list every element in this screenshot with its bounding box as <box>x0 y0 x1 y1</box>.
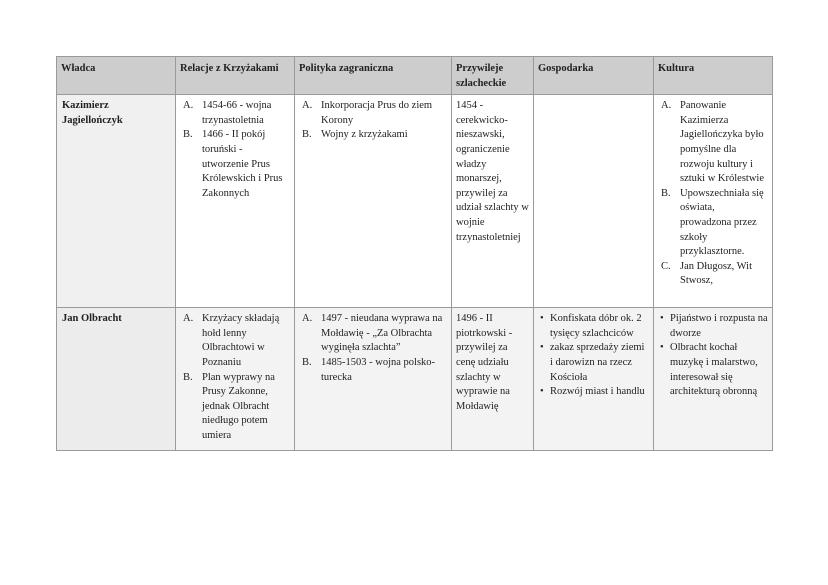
table-row <box>57 308 773 451</box>
kultura-cell <box>654 308 773 451</box>
relacje-cell <box>176 308 295 451</box>
polityka-cell <box>295 308 452 451</box>
list-item: • Rozwój miast i handlu <box>540 386 645 398</box>
relacje-cell <box>176 95 295 308</box>
list-item: A. 1454-66 - wojna trzynastoletnia <box>183 100 272 126</box>
list-item: B. 1485-1503 - wojna polsko-turecka <box>302 356 436 383</box>
table-row <box>57 95 773 308</box>
gospodarka-cell <box>534 308 654 451</box>
header-gospodarka: Gospodarka <box>534 57 654 95</box>
header-przywileje: Przywileje szlacheckie <box>452 57 534 95</box>
ruler-cell: Jan Olbracht <box>57 308 176 451</box>
gospodarka-cell <box>534 95 654 308</box>
list-item: B. Upowszechniała się oświata, prowadzona przez szkoły przyklasztorne. <box>661 187 764 258</box>
table-header-row <box>57 57 773 95</box>
list-item: A. Inkorporacja Prus do ziem Korony <box>302 100 433 126</box>
przywileje-cell: 1496 - II piotrkowski - przywilej za cenę udziału szlachty w wyprawie na Mołdawię <box>452 308 534 451</box>
polityka-cell <box>295 95 452 308</box>
list-item: A. 1497 - nieudana wyprawa na Mołdawię - „Za Olbrachta wyginęła szlachta” <box>302 313 443 354</box>
list-item: B. Plan wyprawy na Prusy Zakonne, jednak Olbracht niedługo potem umiera <box>183 371 275 441</box>
header-wladca: Władca <box>57 57 176 95</box>
list-item: A. Panowanie Kazimierza Jagiellończyka było pomyślne dla rozwoju kultury i sztuki w Królestwie <box>661 100 764 185</box>
list-item: • Konfiskata dóbr ok. 2 tysięcy szlachciców <box>540 313 642 339</box>
list-item: B. Wojny z krzyżakami <box>302 129 408 141</box>
list-item: • Pijaństwo i rozpusta na dworze <box>660 313 768 339</box>
list-item: • zakaz sprzedaży ziemi i darowizn na rzecz Kościoła <box>540 342 645 383</box>
kultura-cell <box>654 95 773 308</box>
list-item: B. 1466 - II pokój toruński - utworzenie Prus Królewskich i Prus Zakonnych <box>183 129 283 199</box>
list-item: C. Jan Długosz, Wit Stwosz, <box>661 260 753 287</box>
ruler-cell: Kazimierz Jagiellończyk <box>57 95 176 308</box>
history-table <box>56 56 773 451</box>
list-item: • Olbracht kochał muzykę i malarstwo, interesował się architekturą obronną <box>660 342 758 398</box>
przywileje-cell: 1454 - cerekwicko-nieszawski, ograniczenie władzy monarszej, przywilej za udział szlachty w wojnie trzynastoletniej <box>452 95 534 308</box>
list-item: A. Krzyżacy składają hołd lenny Olbrachtowi w Poznaniu <box>183 313 280 368</box>
header-polityka: Polityka zagraniczna <box>295 57 452 95</box>
header-kultura: Kultura <box>654 57 773 95</box>
header-relacje: Relacje z Krzyżakami <box>176 57 295 95</box>
